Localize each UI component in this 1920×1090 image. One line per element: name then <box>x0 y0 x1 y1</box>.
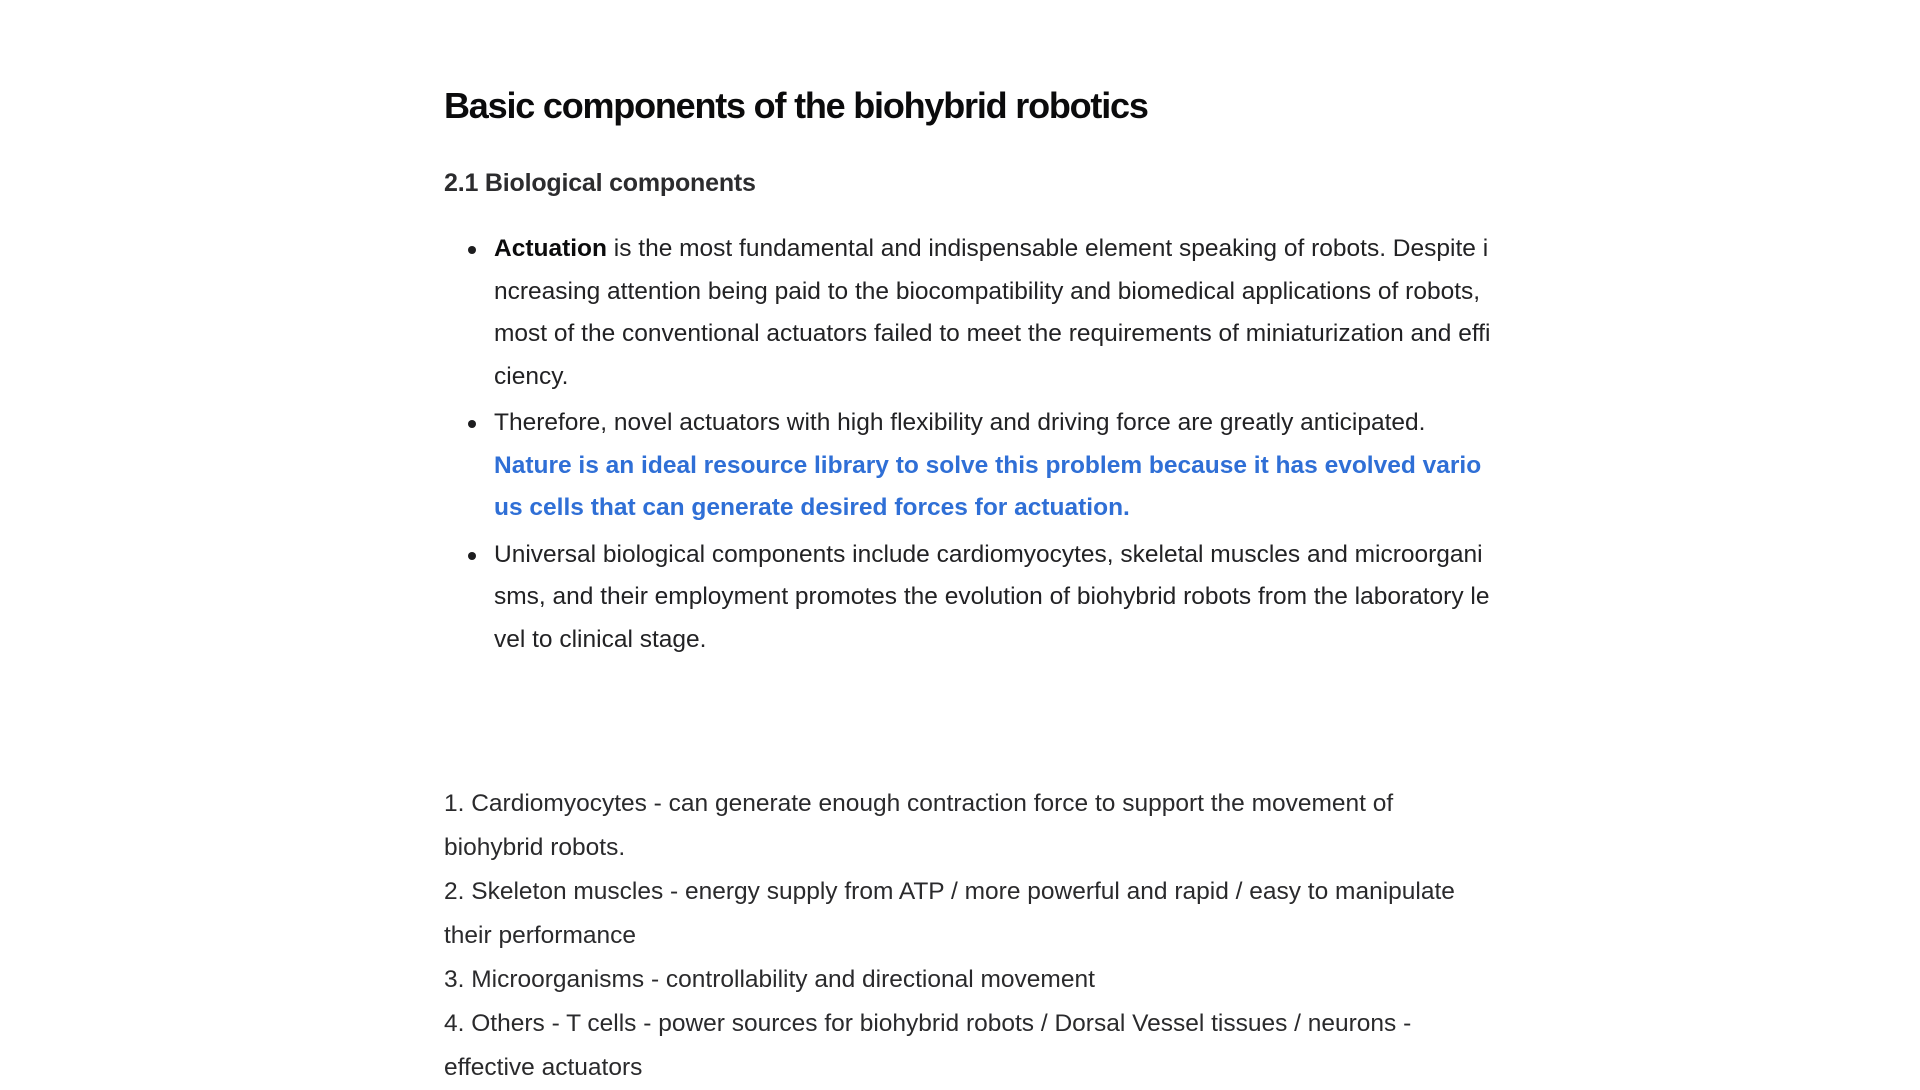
document-page <box>444 82 1494 1081</box>
bullet-dot-icon <box>468 552 476 560</box>
bullet-dot-icon <box>468 246 476 254</box>
numbered-item: 3. Microorganisms - controllability and directional movement <box>444 966 1095 993</box>
highlighted-text: Nature is an ideal resource library to solve this problem because it has evolved various cells that can generate desired forces for actuation. <box>494 451 1482 521</box>
numbered-item: 2. Skeleton muscles - energy supply from ATP / more powerful and rapid / easy to manipulate their performance <box>444 878 1455 949</box>
bullet-list <box>444 228 1494 665</box>
numbered-item: 1. Cardiomyocytes - can generate enough contraction force to support the movement of biohybrid robots. <box>444 790 1394 861</box>
bullet-item <box>494 228 1494 398</box>
bullet-text: Therefore, novel actuators with high flexibility and driving force are greatly anticipated. <box>494 409 1426 436</box>
page-title: Basic components of the biohybrid robotics <box>444 85 1148 126</box>
bullet-bold-term: Actuation <box>494 235 607 262</box>
numbered-list <box>444 782 1494 1090</box>
bullet-text: Universal biological components include cardiomyocytes, skeletal muscles and microorganisms, and their employment promotes the evolution of biohybrid robots from the laboratory level to clinical stage. <box>494 540 1490 653</box>
bullet-item <box>494 534 1494 662</box>
bullet-item <box>494 402 1494 530</box>
section-heading: 2.1 Biological components <box>444 169 756 197</box>
bullet-text: is the most fundamental and indispensable element speaking of robots. Despite increasing attention being paid to the biocompatibility and biomedical applications of robots, most of the conventional actuators failed to meet the requirements of miniaturization and efficiency. <box>494 235 1491 390</box>
numbered-item: 4. Others - T cells - power sources for biohybrid robots / Dorsal Vessel tissues / neurons - effective actuators <box>444 1010 1412 1081</box>
bullet-dot-icon <box>468 420 476 428</box>
